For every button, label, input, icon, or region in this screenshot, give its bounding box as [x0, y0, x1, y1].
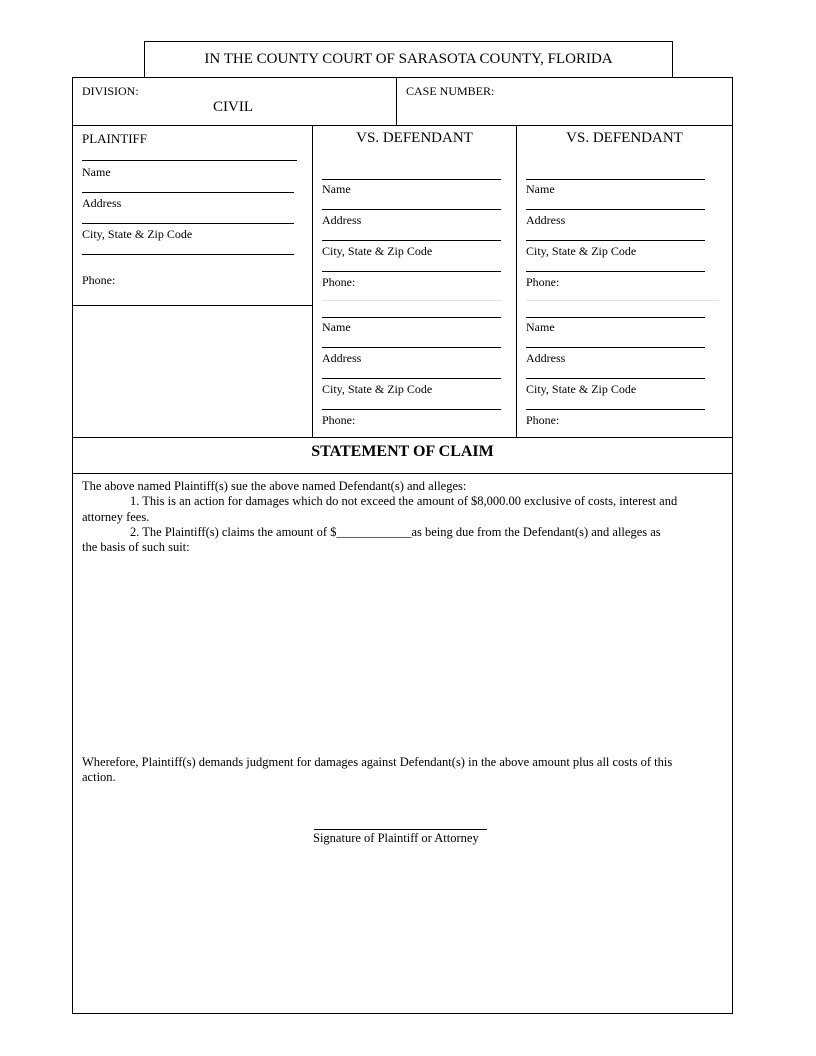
wherefore-text: Wherefore, Plaintiff(s) demands judgment for damages against Defendant(s) in the above amount plus all costs of this: [82, 755, 673, 769]
defendant-4-city-field[interactable]: [526, 378, 705, 379]
division-label: DIVISION:: [82, 84, 139, 98]
signature-line[interactable]: [314, 829, 487, 830]
defendant-2-address-label: Address: [526, 213, 566, 227]
division-value: CIVIL: [213, 99, 253, 115]
defendant-4-city-label: City, State & Zip Code: [526, 382, 637, 396]
statement-heading: STATEMENT OF CLAIM: [311, 443, 494, 460]
defendant-1-address-label: Address: [322, 213, 362, 227]
plaintiff-city-field[interactable]: [82, 223, 294, 224]
defendant-3-name-field[interactable]: [322, 317, 501, 318]
defendant-3-city-label: City, State & Zip Code: [322, 382, 433, 396]
case-number-field[interactable]: [520, 82, 725, 120]
defendant-3-city-field[interactable]: [322, 378, 501, 379]
statement-intro: The above named Plaintiff(s) sue the above named Defendant(s) and alleges:: [82, 479, 467, 493]
defendant-4-name-label: Name: [526, 320, 555, 334]
statement-para-1: 1. This is an action for damages which do not exceed the amount of $8,000.00 exclusive of costs, interest and: [130, 494, 678, 508]
defendant-2-city-label: City, State & Zip Code: [526, 244, 637, 258]
defendant-3-phone-label: Phone:: [322, 413, 356, 427]
plaintiff-phone-label: Phone:: [82, 273, 116, 287]
defendant-2-name-label: Name: [526, 182, 555, 196]
plaintiff-address-label: Address: [82, 196, 122, 210]
wherefore-text-cont: action.: [82, 770, 116, 784]
divider: [516, 125, 517, 437]
defendant-2-phone-label: Phone:: [526, 275, 560, 289]
defendant-4-name-field[interactable]: [526, 317, 705, 318]
defendant-4-phone-label: Phone:: [526, 413, 560, 427]
defendant-4-phone-field[interactable]: [526, 409, 705, 410]
statement-para-2-cont: the basis of such suit:: [82, 540, 190, 554]
defendant-3-phone-field[interactable]: [322, 409, 501, 410]
plaintiff-address-field[interactable]: [82, 192, 294, 193]
defendant-1-name-label: Name: [322, 182, 351, 196]
defendant-1-phone-field[interactable]: [322, 271, 501, 272]
plaintiff-name-field[interactable]: [82, 160, 297, 161]
defendant-1-phone-label: Phone:: [322, 275, 356, 289]
defendant-2-city-field[interactable]: [526, 240, 705, 241]
statement-para-1-cont: attorney fees.: [82, 510, 150, 524]
court-title: IN THE COUNTY COURT OF SARASOTA COUNTY, FLORIDA: [204, 51, 613, 67]
divider: [72, 125, 733, 126]
defendant-4-address-label: Address: [526, 351, 566, 365]
defendant-3-address-label: Address: [322, 351, 362, 365]
defendant-2-address-field[interactable]: [526, 209, 705, 210]
statement-para-2: 2. The Plaintiff(s) claims the amount of $____________as being due from the Defendant(s) and alleges as: [130, 525, 661, 539]
divider: [396, 77, 397, 125]
defendant-2-phone-field[interactable]: [526, 271, 705, 272]
divider: [322, 300, 502, 301]
plaintiff-heading: PLAINTIFF: [82, 131, 148, 146]
signature-label: Signature of Plaintiff or Attorney: [313, 831, 479, 845]
divider: [72, 305, 313, 306]
divider: [526, 300, 719, 301]
plaintiff-name-label: Name: [82, 165, 111, 179]
defendant-1-name-field[interactable]: [322, 179, 501, 180]
court-title-box: [144, 41, 673, 77]
defendant-3-name-label: Name: [322, 320, 351, 334]
defendant-3-address-field[interactable]: [322, 347, 501, 348]
divider: [72, 473, 733, 474]
plaintiff-city-label: City, State & Zip Code: [82, 227, 193, 241]
case-number-label: CASE NUMBER:: [406, 84, 495, 98]
defendant-1-city-field[interactable]: [322, 240, 501, 241]
defendant-1-city-label: City, State & Zip Code: [322, 244, 433, 258]
claim-basis-area[interactable]: [82, 560, 722, 745]
defendant-1-address-field[interactable]: [322, 209, 501, 210]
divider: [72, 437, 733, 438]
defendant-4-address-field[interactable]: [526, 347, 705, 348]
plaintiff-phone-field[interactable]: [82, 254, 294, 255]
defendant-heading: VS. DEFENDANT: [566, 130, 683, 146]
defendant-2-name-field[interactable]: [526, 179, 705, 180]
defendant-heading: VS. DEFENDANT: [356, 130, 473, 146]
divider: [312, 125, 313, 437]
